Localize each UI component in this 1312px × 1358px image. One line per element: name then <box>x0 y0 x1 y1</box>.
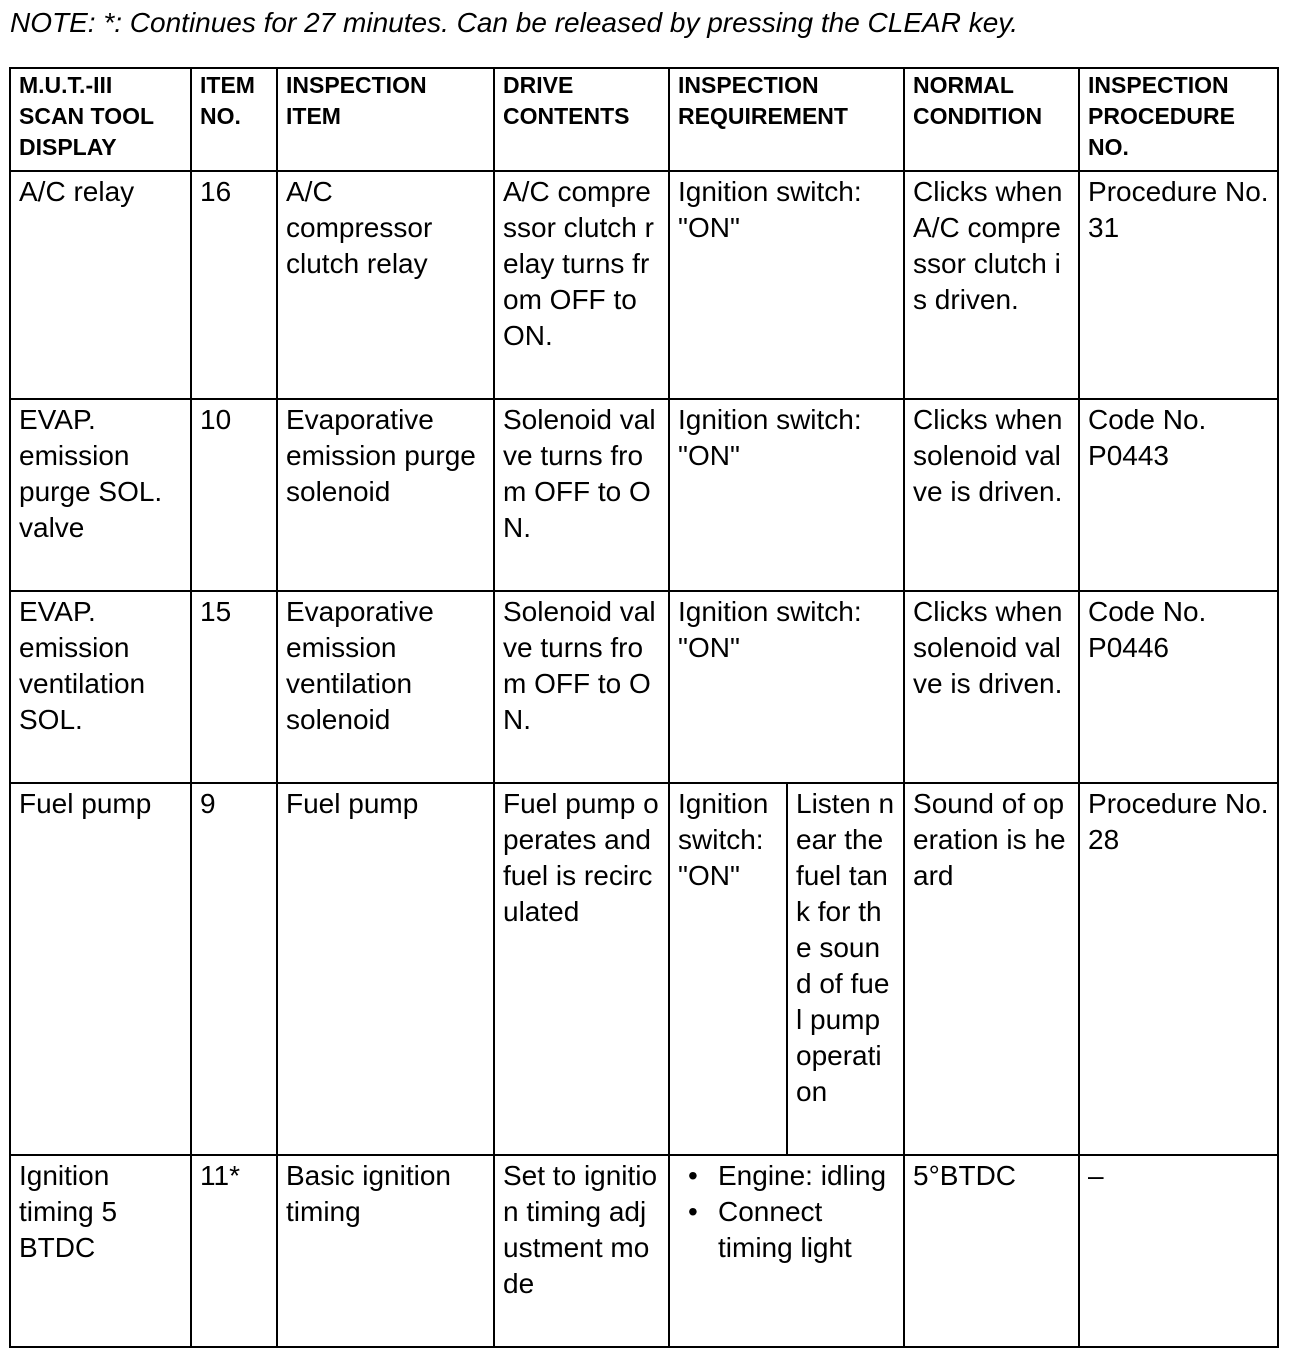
list-item: • Connect timing light <box>678 1194 895 1266</box>
cell-requirement: Ignition switch: "ON" <box>669 591 904 783</box>
cell-normal-condition: Clicks when A/C compressor clutch is driven. <box>904 171 1079 399</box>
requirement-bullet-list <box>678 1158 895 1266</box>
cell-display: A/C relay <box>10 171 191 399</box>
cell-display: EVAP. emission ventilation SOL. <box>10 591 191 783</box>
header-inspection-item: INSPECTION ITEM <box>277 68 494 171</box>
cell-inspection-item: Evaporative emission purge solenoid <box>277 399 494 591</box>
cell-requirement <box>669 1155 904 1347</box>
cell-procedure-no: Code No. P0443 <box>1079 399 1278 591</box>
cell-item-no: 16 <box>191 171 277 399</box>
cell-inspection-item: Evaporative emission ventilation solenoid <box>277 591 494 783</box>
cell-inspection-item: A/C compressor clutch relay <box>277 171 494 399</box>
cell-normal-condition: Clicks when solenoid valve is driven. <box>904 591 1079 783</box>
cell-display: EVAP. emission purge SOL. valve <box>10 399 191 591</box>
table-row <box>10 591 1278 783</box>
cell-normal-condition: Clicks when solenoid valve is driven. <box>904 399 1079 591</box>
cell-drive-contents: Set to ignition timing adjustment mode <box>494 1155 669 1347</box>
cell-drive-contents: Fuel pump operates and fuel is recirculated <box>494 783 669 1155</box>
table-row <box>10 399 1278 591</box>
cell-drive-contents: Solenoid valve turns from OFF to ON. <box>494 399 669 591</box>
cell-requirement: Ignition switch: "ON" <box>669 171 904 399</box>
header-drive-contents: DRIVE CONTENTS <box>494 68 669 171</box>
header-display: M.U.T.-III SCAN TOOL DISPLAY <box>10 68 191 171</box>
cell-display: Ignition timing 5 BTDC <box>10 1155 191 1347</box>
cell-item-no: 15 <box>191 591 277 783</box>
cell-item-no: 11* <box>191 1155 277 1347</box>
table-header-row <box>10 68 1278 171</box>
cell-drive-contents: A/C compressor clutch relay turns from OFF to ON. <box>494 171 669 399</box>
cell-normal-condition: Sound of operation is heard <box>904 783 1079 1155</box>
cell-item-no: 9 <box>191 783 277 1155</box>
cell-requirement: Ignition switch: "ON" <box>669 399 904 591</box>
cell-normal-condition: 5°BTDC <box>904 1155 1079 1347</box>
cell-inspection-item: Basic ignition timing <box>277 1155 494 1347</box>
header-inspection-requirement: INSPECTION REQUIREMENT <box>669 68 904 171</box>
cell-requirement: Ignition switch: "ON" <box>669 783 787 1155</box>
header-procedure-no: INSPECTION PROCEDURE NO. <box>1079 68 1278 171</box>
cell-procedure-no: – <box>1079 1155 1278 1347</box>
cell-inspection-item: Fuel pump <box>277 783 494 1155</box>
cell-requirement-detail: Listen near the fuel tank for the sound of fuel pump operation <box>787 783 904 1155</box>
actuator-test-table <box>9 67 1279 1348</box>
table-row <box>10 171 1278 399</box>
table-note: NOTE: *: Continues for 27 minutes. Can be released by pressing the CLEAR key. <box>10 7 1018 38</box>
cell-display: Fuel pump <box>10 783 191 1155</box>
cell-procedure-no: Code No. P0446 <box>1079 591 1278 783</box>
list-item: • Engine: idling <box>678 1158 895 1194</box>
cell-procedure-no: Procedure No. 28 <box>1079 783 1278 1155</box>
table-row <box>10 783 1278 1155</box>
table-row <box>10 1155 1278 1347</box>
cell-drive-contents: Solenoid valve turns from OFF to ON. <box>494 591 669 783</box>
header-item-no: ITEM NO. <box>191 68 277 171</box>
header-normal-condition: NORMAL CONDITION <box>904 68 1079 171</box>
cell-item-no: 10 <box>191 399 277 591</box>
cell-procedure-no: Procedure No. 31 <box>1079 171 1278 399</box>
